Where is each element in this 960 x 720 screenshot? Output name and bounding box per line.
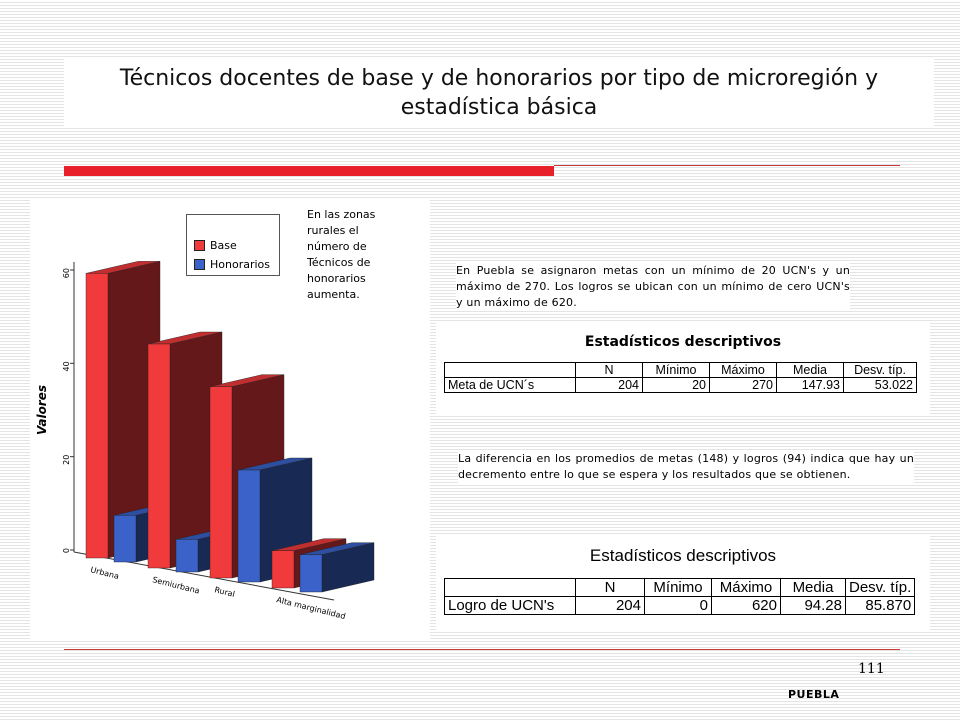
stats-table-title-1: Estadísticos descriptivos <box>584 334 782 350</box>
stats-table-data-row <box>445 597 915 615</box>
bar-base-0 <box>86 273 108 558</box>
header-minimo: Mínimo <box>643 363 710 378</box>
row-label: Logro de UCN's <box>445 597 576 615</box>
bar-base-2 <box>210 387 232 578</box>
legend-swatch-honorarios <box>194 259 205 270</box>
legend-label-base: Base <box>210 238 237 252</box>
cell-n: 204 <box>576 378 643 393</box>
rural-note: En las zonas rurales el número de Técnicos de honorarios aumenta. <box>307 207 397 303</box>
y-tick-label: 20 <box>62 454 71 465</box>
header-n: N <box>576 363 643 378</box>
cell-desv: 85.870 <box>846 597 915 615</box>
bar-base-1 <box>148 344 170 568</box>
title-accent-bar <box>64 166 554 176</box>
slide-title <box>64 58 934 126</box>
bar-honorarios-2 <box>238 470 260 582</box>
chart-legend <box>186 214 280 276</box>
stats-table-2 <box>444 578 915 615</box>
stats-table-title-2: Estadísticos descriptivos <box>589 546 777 565</box>
x-tick-label: Urbana <box>89 565 120 581</box>
header-maximo: Máximo <box>712 579 781 597</box>
header-n: N <box>576 579 645 597</box>
header-desv: Desv. típ. <box>844 363 917 378</box>
x-tick-label: Semiurbana <box>151 575 201 596</box>
metas-paragraph: En Puebla se asignaron metas con un mínimo de 20 UCN's y un máximo de 270. Los logros se ubican con un mínimo de cero UCN's y un máximo de 620. <box>456 264 850 309</box>
cell-n: 204 <box>576 597 645 615</box>
y-axis-label: Valores <box>35 384 49 436</box>
header-media: Media <box>777 363 844 378</box>
legend-label-honorarios: Honorarios <box>210 257 271 271</box>
row-label: Meta de UCN´s <box>445 378 576 393</box>
cell-desv: 53.022 <box>844 378 917 393</box>
stats-table-data-row <box>445 378 917 393</box>
bar-honorarios-1 <box>176 539 198 572</box>
slide-title-text: Técnicos docentes de base y de honorarios por tipo de microregión y estadística básica <box>119 66 879 120</box>
legend-swatch-base <box>194 240 205 251</box>
y-tick-label: 0 <box>62 548 71 554</box>
stats-table-panel-1 <box>436 322 930 414</box>
header-corner-cell <box>445 579 576 597</box>
bar-honorarios-0 <box>114 515 136 562</box>
page-number: 111 <box>858 661 885 677</box>
y-tick-label: 40 <box>62 361 71 372</box>
cell-minimo: 0 <box>645 597 712 615</box>
cell-media: 147.93 <box>777 378 844 393</box>
stats-table-header-row <box>445 363 917 378</box>
header-maximo: Máximo <box>710 363 777 378</box>
footer-rule <box>64 649 900 650</box>
stats-table-panel-2 <box>436 534 930 632</box>
y-tick-label: 60 <box>62 268 71 279</box>
header-minimo: Mínimo <box>645 579 712 597</box>
x-tick-label: Rural <box>213 585 236 599</box>
footer-label: PUEBLA <box>788 688 840 701</box>
cell-minimo: 20 <box>643 378 710 393</box>
cell-media: 94.28 <box>781 597 846 615</box>
x-tick-label: Alta marginalidad <box>275 595 347 622</box>
cell-maximo: 270 <box>710 378 777 393</box>
cell-maximo: 620 <box>712 597 781 615</box>
header-media: Media <box>781 579 846 597</box>
legend-item-base <box>194 238 237 252</box>
bar-base-3 <box>272 551 294 588</box>
diferencia-paragraph: La diferencia en los promedios de metas (148) y logros (94) indica que hay un decremento entre lo que se espera y los resultados que se obtienen. <box>458 452 914 481</box>
header-corner-cell <box>445 363 576 378</box>
bar-honorarios-3 <box>300 555 322 592</box>
stats-table-header-row <box>445 579 915 597</box>
stats-table-1 <box>444 362 917 393</box>
header-desv: Desv. típ. <box>846 579 915 597</box>
title-rule <box>554 165 900 166</box>
legend-item-honorarios <box>194 257 270 271</box>
